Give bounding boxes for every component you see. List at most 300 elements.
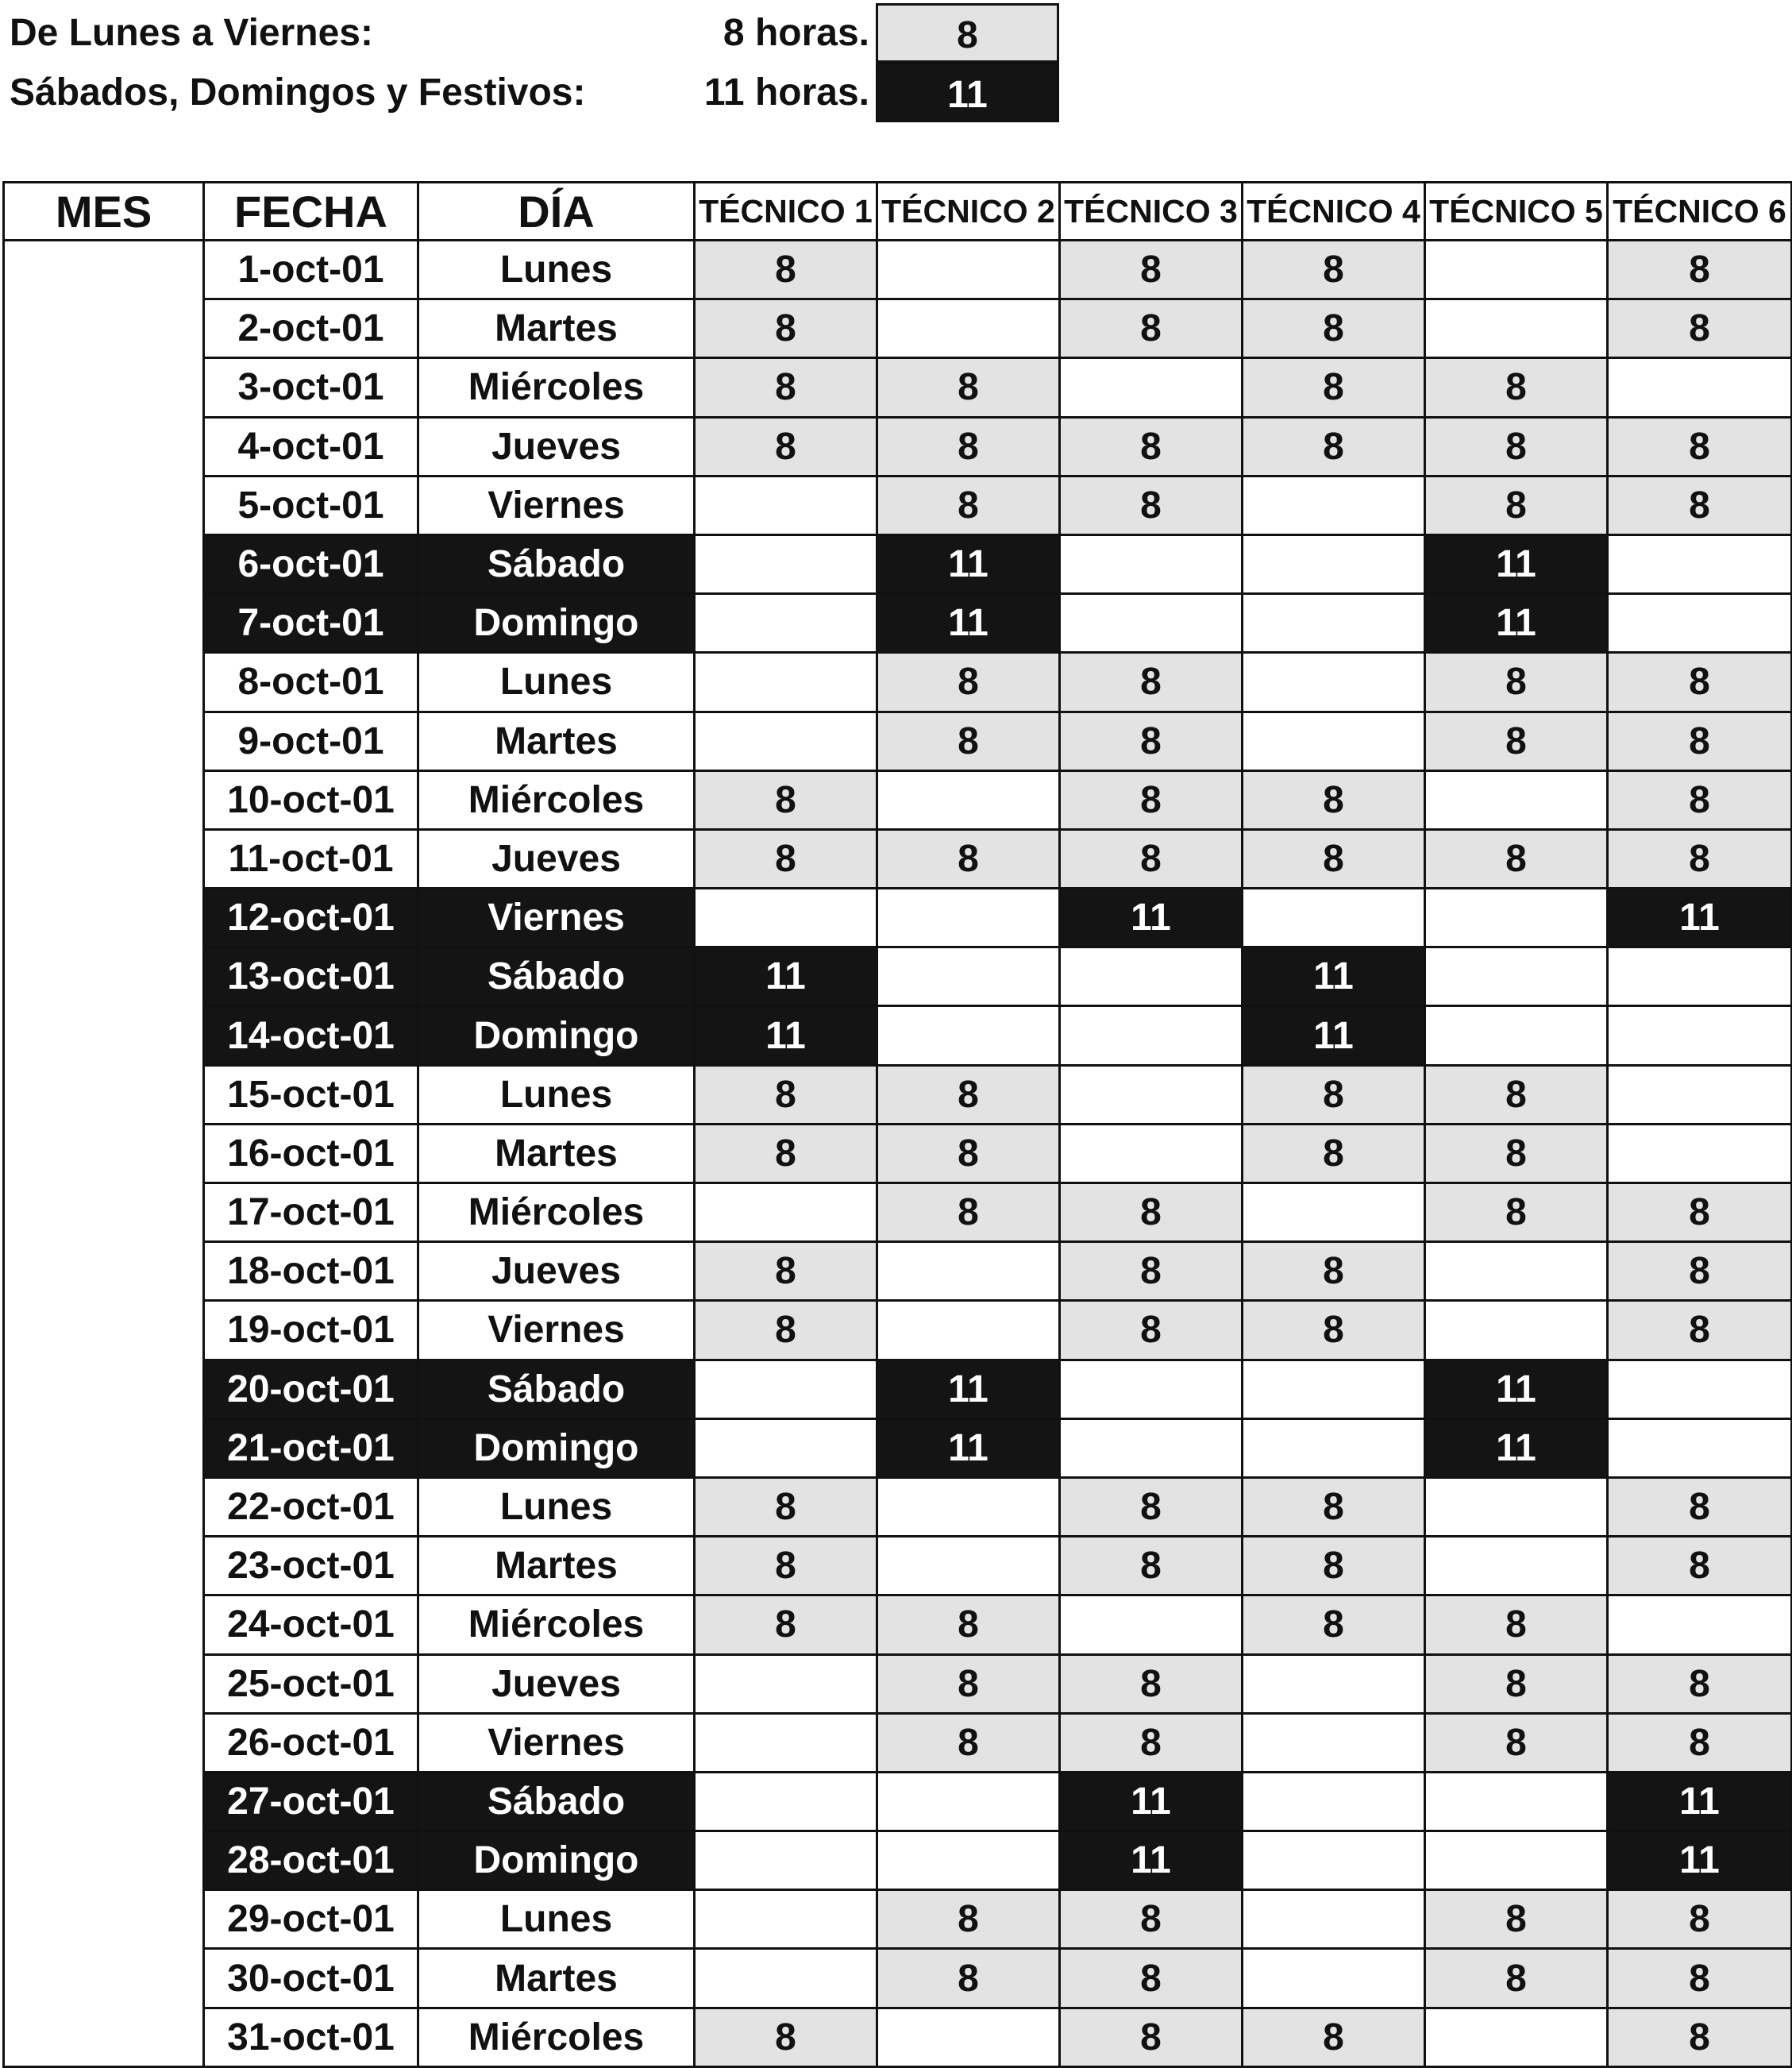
table-row bbox=[4, 653, 1792, 712]
hours-cell-tecnico-2: 11 bbox=[877, 594, 1060, 653]
hours-cell-tecnico-5 bbox=[1425, 1772, 1608, 1831]
hours-cell-tecnico-1 bbox=[695, 1183, 877, 1242]
hours-cell-tecnico-3: 8 bbox=[1060, 417, 1243, 476]
day-cell: Domingo bbox=[418, 1831, 695, 1890]
header-mes: MES bbox=[4, 183, 204, 241]
hours-cell-tecnico-2: 8 bbox=[877, 829, 1060, 888]
hours-cell-tecnico-6 bbox=[1608, 358, 1792, 417]
hours-cell-tecnico-1 bbox=[695, 1831, 877, 1890]
date-cell: 2-oct-01 bbox=[204, 299, 418, 358]
hours-cell-tecnico-5: 11 bbox=[1425, 594, 1608, 653]
date-cell: 9-oct-01 bbox=[204, 712, 418, 770]
date-cell: 20-oct-01 bbox=[204, 1360, 418, 1418]
hours-cell-tecnico-4: 8 bbox=[1243, 358, 1425, 417]
date-cell: 5-oct-01 bbox=[204, 476, 418, 534]
day-cell: Sábado bbox=[418, 1360, 695, 1418]
hours-cell-tecnico-3: 8 bbox=[1060, 299, 1243, 358]
hours-cell-tecnico-2: 8 bbox=[877, 1949, 1060, 2008]
hours-cell-tecnico-3: 8 bbox=[1060, 1242, 1243, 1301]
hours-cell-tecnico-5: 11 bbox=[1425, 1418, 1608, 1477]
hours-cell-tecnico-3: 8 bbox=[1060, 1949, 1243, 2008]
hours-cell-tecnico-4 bbox=[1243, 1772, 1425, 1831]
hours-cell-tecnico-6: 11 bbox=[1608, 1772, 1792, 1831]
table-row bbox=[4, 1183, 1792, 1242]
hours-cell-tecnico-3: 11 bbox=[1060, 889, 1243, 947]
hours-cell-tecnico-3 bbox=[1060, 534, 1243, 593]
day-cell: Lunes bbox=[418, 241, 695, 299]
date-cell: 4-oct-01 bbox=[204, 417, 418, 476]
hours-cell-tecnico-2: 8 bbox=[877, 1595, 1060, 1654]
header-tecnico-3: TÉCNICO 3 bbox=[1060, 183, 1243, 241]
hours-cell-tecnico-5: 8 bbox=[1425, 829, 1608, 888]
hours-cell-tecnico-3: 8 bbox=[1060, 829, 1243, 888]
hours-cell-tecnico-1: 11 bbox=[695, 947, 877, 1006]
hours-cell-tecnico-3 bbox=[1060, 947, 1243, 1006]
hours-cell-tecnico-4: 8 bbox=[1243, 1242, 1425, 1301]
hours-cell-tecnico-4: 11 bbox=[1243, 1006, 1425, 1065]
hours-cell-tecnico-2: 8 bbox=[877, 1183, 1060, 1242]
day-cell: Martes bbox=[418, 712, 695, 770]
date-cell: 7-oct-01 bbox=[204, 594, 418, 653]
hours-cell-tecnico-5: 8 bbox=[1425, 1949, 1608, 2008]
hours-cell-tecnico-1 bbox=[695, 1418, 877, 1477]
hours-cell-tecnico-4: 8 bbox=[1243, 2008, 1425, 2066]
date-cell: 10-oct-01 bbox=[204, 770, 418, 829]
month-cell bbox=[4, 241, 204, 2067]
hours-cell-tecnico-4 bbox=[1243, 1183, 1425, 1242]
legend-weekday-swatch: 8 bbox=[876, 3, 1059, 63]
date-cell: 21-oct-01 bbox=[204, 1418, 418, 1477]
table-row bbox=[4, 947, 1792, 1006]
day-cell: Miércoles bbox=[418, 1183, 695, 1242]
hours-cell-tecnico-4: 8 bbox=[1243, 299, 1425, 358]
schedule-body bbox=[4, 241, 1792, 2067]
hours-cell-tecnico-1 bbox=[695, 653, 877, 712]
hours-cell-tecnico-2 bbox=[877, 1831, 1060, 1890]
hours-cell-tecnico-6: 8 bbox=[1608, 829, 1792, 888]
hours-cell-tecnico-4: 8 bbox=[1243, 1537, 1425, 1595]
table-row bbox=[4, 889, 1792, 947]
hours-cell-tecnico-1: 8 bbox=[695, 358, 877, 417]
hours-cell-tecnico-3 bbox=[1060, 1124, 1243, 1183]
day-cell: Miércoles bbox=[418, 358, 695, 417]
date-cell: 29-oct-01 bbox=[204, 1890, 418, 1949]
hours-cell-tecnico-5 bbox=[1425, 1242, 1608, 1301]
table-row bbox=[4, 1949, 1792, 2008]
hours-cell-tecnico-2 bbox=[877, 1477, 1060, 1536]
table-row bbox=[4, 1772, 1792, 1831]
hours-cell-tecnico-6: 8 bbox=[1608, 770, 1792, 829]
hours-cell-tecnico-6 bbox=[1608, 947, 1792, 1006]
table-row bbox=[4, 1418, 1792, 1477]
day-cell: Lunes bbox=[418, 1890, 695, 1949]
hours-cell-tecnico-4: 8 bbox=[1243, 829, 1425, 888]
date-cell: 6-oct-01 bbox=[204, 534, 418, 593]
date-cell: 25-oct-01 bbox=[204, 1654, 418, 1713]
table-row bbox=[4, 1537, 1792, 1595]
legend-weekend-hours: 11 horas. bbox=[703, 71, 869, 114]
hours-cell-tecnico-5 bbox=[1425, 1831, 1608, 1890]
table-row bbox=[4, 594, 1792, 653]
hours-cell-tecnico-4: 8 bbox=[1243, 1301, 1425, 1360]
hours-cell-tecnico-2: 8 bbox=[877, 712, 1060, 770]
table-row bbox=[4, 1595, 1792, 1654]
hours-cell-tecnico-4 bbox=[1243, 1831, 1425, 1890]
hours-cell-tecnico-5: 8 bbox=[1425, 417, 1608, 476]
hours-cell-tecnico-5 bbox=[1425, 947, 1608, 1006]
hours-cell-tecnico-2 bbox=[877, 1772, 1060, 1831]
hours-cell-tecnico-4 bbox=[1243, 594, 1425, 653]
hours-cell-tecnico-4 bbox=[1243, 1418, 1425, 1477]
date-cell: 30-oct-01 bbox=[204, 1949, 418, 2008]
date-cell: 13-oct-01 bbox=[204, 947, 418, 1006]
hours-cell-tecnico-4: 8 bbox=[1243, 1065, 1425, 1124]
hours-cell-tecnico-1 bbox=[695, 476, 877, 534]
day-cell: Viernes bbox=[418, 476, 695, 534]
hours-cell-tecnico-4 bbox=[1243, 1949, 1425, 2008]
header-tecnico-5: TÉCNICO 5 bbox=[1425, 183, 1608, 241]
hours-cell-tecnico-4: 8 bbox=[1243, 1595, 1425, 1654]
hours-cell-tecnico-5: 8 bbox=[1425, 712, 1608, 770]
hours-cell-tecnico-3: 8 bbox=[1060, 1537, 1243, 1595]
hours-cell-tecnico-5: 8 bbox=[1425, 358, 1608, 417]
hours-cell-tecnico-1 bbox=[695, 1772, 877, 1831]
hours-cell-tecnico-1: 11 bbox=[695, 1006, 877, 1065]
hours-cell-tecnico-3: 8 bbox=[1060, 476, 1243, 534]
hours-cell-tecnico-5 bbox=[1425, 299, 1608, 358]
hours-cell-tecnico-1 bbox=[695, 889, 877, 947]
table-row bbox=[4, 476, 1792, 534]
header-tecnico-4: TÉCNICO 4 bbox=[1243, 183, 1425, 241]
legend-weekend-swatch: 11 bbox=[876, 63, 1059, 122]
date-cell: 28-oct-01 bbox=[204, 1831, 418, 1890]
table-row bbox=[4, 1890, 1792, 1949]
date-cell: 26-oct-01 bbox=[204, 1713, 418, 1772]
hours-cell-tecnico-3: 8 bbox=[1060, 1654, 1243, 1713]
day-cell: Sábado bbox=[418, 1772, 695, 1831]
day-cell: Domingo bbox=[418, 1006, 695, 1065]
table-row bbox=[4, 534, 1792, 593]
hours-cell-tecnico-4 bbox=[1243, 476, 1425, 534]
day-cell: Miércoles bbox=[418, 1595, 695, 1654]
day-cell: Domingo bbox=[418, 594, 695, 653]
hours-cell-tecnico-5: 8 bbox=[1425, 476, 1608, 534]
hours-cell-tecnico-1: 8 bbox=[695, 2008, 877, 2066]
hours-cell-tecnico-1 bbox=[695, 1713, 877, 1772]
day-cell: Viernes bbox=[418, 889, 695, 947]
hours-cell-tecnico-6 bbox=[1608, 1065, 1792, 1124]
hours-cell-tecnico-1 bbox=[695, 594, 877, 653]
hours-cell-tecnico-6: 8 bbox=[1608, 1477, 1792, 1536]
hours-cell-tecnico-6: 8 bbox=[1608, 476, 1792, 534]
header-fecha: FECHA bbox=[204, 183, 418, 241]
hours-cell-tecnico-6 bbox=[1608, 1595, 1792, 1654]
hours-cell-tecnico-5 bbox=[1425, 2008, 1608, 2066]
hours-cell-tecnico-4 bbox=[1243, 1890, 1425, 1949]
hours-cell-tecnico-1: 8 bbox=[695, 1537, 877, 1595]
hours-cell-tecnico-6: 8 bbox=[1608, 1890, 1792, 1949]
hours-cell-tecnico-5 bbox=[1425, 1006, 1608, 1065]
hours-cell-tecnico-1: 8 bbox=[695, 1477, 877, 1536]
hours-cell-tecnico-6 bbox=[1608, 1124, 1792, 1183]
table-row bbox=[4, 1065, 1792, 1124]
date-cell: 22-oct-01 bbox=[204, 1477, 418, 1536]
hours-cell-tecnico-2 bbox=[877, 2008, 1060, 2066]
schedule-table bbox=[2, 181, 1792, 2068]
hours-cell-tecnico-6: 8 bbox=[1608, 1654, 1792, 1713]
hours-cell-tecnico-3 bbox=[1060, 594, 1243, 653]
day-cell: Lunes bbox=[418, 1065, 695, 1124]
table-row bbox=[4, 417, 1792, 476]
hours-cell-tecnico-4 bbox=[1243, 889, 1425, 947]
table-row bbox=[4, 1713, 1792, 1772]
hours-cell-tecnico-2: 11 bbox=[877, 1360, 1060, 1418]
hours-cell-tecnico-1: 8 bbox=[695, 829, 877, 888]
hours-cell-tecnico-4 bbox=[1243, 1360, 1425, 1418]
table-row bbox=[4, 1006, 1792, 1065]
legend-weekday-hours: 8 horas. bbox=[723, 12, 869, 54]
date-cell: 11-oct-01 bbox=[204, 829, 418, 888]
hours-cell-tecnico-3: 8 bbox=[1060, 2008, 1243, 2066]
hours-cell-tecnico-4 bbox=[1243, 653, 1425, 712]
hours-cell-tecnico-2: 8 bbox=[877, 1713, 1060, 1772]
date-cell: 23-oct-01 bbox=[204, 1537, 418, 1595]
hours-cell-tecnico-1: 8 bbox=[695, 417, 877, 476]
table-row bbox=[4, 1831, 1792, 1890]
hours-cell-tecnico-1 bbox=[695, 1890, 877, 1949]
day-cell: Martes bbox=[418, 299, 695, 358]
hours-cell-tecnico-2 bbox=[877, 770, 1060, 829]
day-cell: Viernes bbox=[418, 1713, 695, 1772]
hours-cell-tecnico-6: 8 bbox=[1608, 1713, 1792, 1772]
hours-cell-tecnico-1: 8 bbox=[695, 1242, 877, 1301]
hours-cell-tecnico-5: 8 bbox=[1425, 1065, 1608, 1124]
hours-cell-tecnico-6: 11 bbox=[1608, 1831, 1792, 1890]
date-cell: 15-oct-01 bbox=[204, 1065, 418, 1124]
hours-cell-tecnico-6: 8 bbox=[1608, 1301, 1792, 1360]
hours-cell-tecnico-2 bbox=[877, 1006, 1060, 1065]
date-cell: 18-oct-01 bbox=[204, 1242, 418, 1301]
hours-cell-tecnico-2 bbox=[877, 241, 1060, 299]
hours-cell-tecnico-1: 8 bbox=[695, 1124, 877, 1183]
day-cell: Martes bbox=[418, 1537, 695, 1595]
hours-cell-tecnico-3: 11 bbox=[1060, 1831, 1243, 1890]
hours-cell-tecnico-4: 8 bbox=[1243, 241, 1425, 299]
hours-cell-tecnico-3: 8 bbox=[1060, 1713, 1243, 1772]
hours-cell-tecnico-6: 8 bbox=[1608, 1242, 1792, 1301]
table-row bbox=[4, 770, 1792, 829]
day-cell: Viernes bbox=[418, 1301, 695, 1360]
hours-cell-tecnico-3 bbox=[1060, 1065, 1243, 1124]
hours-cell-tecnico-1: 8 bbox=[695, 299, 877, 358]
hours-cell-tecnico-3: 8 bbox=[1060, 1183, 1243, 1242]
hours-cell-tecnico-6 bbox=[1608, 594, 1792, 653]
hours-cell-tecnico-6 bbox=[1608, 1006, 1792, 1065]
legend-weekday-label: De Lunes a Viernes: bbox=[10, 12, 373, 54]
date-cell: 27-oct-01 bbox=[204, 1772, 418, 1831]
hours-cell-tecnico-6: 8 bbox=[1608, 299, 1792, 358]
header-tecnico-1: TÉCNICO 1 bbox=[695, 183, 877, 241]
hours-cell-tecnico-6 bbox=[1608, 1418, 1792, 1477]
table-row bbox=[4, 358, 1792, 417]
hours-cell-tecnico-2 bbox=[877, 299, 1060, 358]
date-cell: 24-oct-01 bbox=[204, 1595, 418, 1654]
hours-cell-tecnico-4 bbox=[1243, 534, 1425, 593]
hours-cell-tecnico-4 bbox=[1243, 712, 1425, 770]
hours-cell-tecnico-6: 8 bbox=[1608, 1949, 1792, 2008]
hours-cell-tecnico-2: 11 bbox=[877, 534, 1060, 593]
day-cell: Domingo bbox=[418, 1418, 695, 1477]
date-cell: 19-oct-01 bbox=[204, 1301, 418, 1360]
hours-cell-tecnico-5: 8 bbox=[1425, 1654, 1608, 1713]
hours-cell-tecnico-5 bbox=[1425, 241, 1608, 299]
table-row bbox=[4, 829, 1792, 888]
hours-cell-tecnico-5: 11 bbox=[1425, 1360, 1608, 1418]
date-cell: 3-oct-01 bbox=[204, 358, 418, 417]
hours-cell-tecnico-4: 8 bbox=[1243, 770, 1425, 829]
day-cell: Miércoles bbox=[418, 2008, 695, 2066]
hours-cell-tecnico-3: 8 bbox=[1060, 241, 1243, 299]
hours-cell-tecnico-5: 8 bbox=[1425, 1890, 1608, 1949]
table-row bbox=[4, 2008, 1792, 2066]
hours-cell-tecnico-2 bbox=[877, 1242, 1060, 1301]
hours-cell-tecnico-1: 8 bbox=[695, 241, 877, 299]
date-cell: 8-oct-01 bbox=[204, 653, 418, 712]
hours-cell-tecnico-5: 8 bbox=[1425, 653, 1608, 712]
hours-cell-tecnico-1: 8 bbox=[695, 1301, 877, 1360]
date-cell: 31-oct-01 bbox=[204, 2008, 418, 2066]
hours-cell-tecnico-2: 8 bbox=[877, 1065, 1060, 1124]
day-cell: Jueves bbox=[418, 417, 695, 476]
hours-cell-tecnico-6: 8 bbox=[1608, 1537, 1792, 1595]
hours-cell-tecnico-3: 8 bbox=[1060, 653, 1243, 712]
hours-cell-tecnico-6: 8 bbox=[1608, 417, 1792, 476]
hours-cell-tecnico-2: 8 bbox=[877, 358, 1060, 417]
hours-cell-tecnico-5: 8 bbox=[1425, 1183, 1608, 1242]
hours-cell-tecnico-4: 8 bbox=[1243, 1477, 1425, 1536]
day-cell: Jueves bbox=[418, 1654, 695, 1713]
day-cell: Lunes bbox=[418, 653, 695, 712]
hours-cell-tecnico-2: 8 bbox=[877, 653, 1060, 712]
hours-cell-tecnico-6 bbox=[1608, 1360, 1792, 1418]
table-row bbox=[4, 1242, 1792, 1301]
day-cell: Jueves bbox=[418, 829, 695, 888]
hours-cell-tecnico-3: 8 bbox=[1060, 1890, 1243, 1949]
hours-cell-tecnico-3 bbox=[1060, 1360, 1243, 1418]
table-row bbox=[4, 299, 1792, 358]
hours-cell-tecnico-6: 11 bbox=[1608, 889, 1792, 947]
hours-cell-tecnico-3 bbox=[1060, 358, 1243, 417]
hours-cell-tecnico-6: 8 bbox=[1608, 653, 1792, 712]
hours-cell-tecnico-1 bbox=[695, 1949, 877, 2008]
header-tecnico-6: TÉCNICO 6 bbox=[1608, 183, 1792, 241]
hours-cell-tecnico-5: 11 bbox=[1425, 534, 1608, 593]
date-cell: 16-oct-01 bbox=[204, 1124, 418, 1183]
day-cell: Jueves bbox=[418, 1242, 695, 1301]
hours-cell-tecnico-2: 8 bbox=[877, 1654, 1060, 1713]
hours-cell-tecnico-4 bbox=[1243, 1654, 1425, 1713]
hours-cell-tecnico-1: 8 bbox=[695, 770, 877, 829]
hours-cell-tecnico-2: 8 bbox=[877, 417, 1060, 476]
hours-cell-tecnico-2 bbox=[877, 1537, 1060, 1595]
hours-cell-tecnico-2 bbox=[877, 947, 1060, 1006]
hours-cell-tecnico-3: 8 bbox=[1060, 1301, 1243, 1360]
hours-cell-tecnico-5: 8 bbox=[1425, 1595, 1608, 1654]
hours-cell-tecnico-3: 8 bbox=[1060, 770, 1243, 829]
header-tecnico-2: TÉCNICO 2 bbox=[877, 183, 1060, 241]
hours-cell-tecnico-2: 11 bbox=[877, 1418, 1060, 1477]
table-row bbox=[4, 712, 1792, 770]
hours-cell-tecnico-6 bbox=[1608, 534, 1792, 593]
hours-cell-tecnico-3 bbox=[1060, 1595, 1243, 1654]
hours-cell-tecnico-3 bbox=[1060, 1006, 1243, 1065]
day-cell: Sábado bbox=[418, 947, 695, 1006]
legend-weekend bbox=[0, 63, 1064, 122]
hours-cell-tecnico-6: 8 bbox=[1608, 1183, 1792, 1242]
hours-cell-tecnico-4: 8 bbox=[1243, 417, 1425, 476]
table-row bbox=[4, 1124, 1792, 1183]
hours-cell-tecnico-2: 8 bbox=[877, 1124, 1060, 1183]
hours-cell-tecnico-1 bbox=[695, 534, 877, 593]
hours-cell-tecnico-3: 11 bbox=[1060, 1772, 1243, 1831]
table-row bbox=[4, 1654, 1792, 1713]
hours-cell-tecnico-4: 8 bbox=[1243, 1124, 1425, 1183]
day-cell: Martes bbox=[418, 1949, 695, 2008]
legend-weekday bbox=[0, 3, 1064, 63]
hours-cell-tecnico-3: 8 bbox=[1060, 1477, 1243, 1536]
day-cell: Sábado bbox=[418, 534, 695, 593]
hours-cell-tecnico-5 bbox=[1425, 1477, 1608, 1536]
header-dia: DÍA bbox=[418, 183, 695, 241]
hours-cell-tecnico-1 bbox=[695, 1654, 877, 1713]
hours-cell-tecnico-1 bbox=[695, 712, 877, 770]
header-row bbox=[4, 183, 1792, 241]
date-cell: 17-oct-01 bbox=[204, 1183, 418, 1242]
hours-cell-tecnico-1 bbox=[695, 1360, 877, 1418]
hours-cell-tecnico-5 bbox=[1425, 770, 1608, 829]
hours-cell-tecnico-4: 11 bbox=[1243, 947, 1425, 1006]
hours-cell-tecnico-1: 8 bbox=[695, 1065, 877, 1124]
date-cell: 12-oct-01 bbox=[204, 889, 418, 947]
table-row bbox=[4, 1477, 1792, 1536]
day-cell: Miércoles bbox=[418, 770, 695, 829]
day-cell: Martes bbox=[418, 1124, 695, 1183]
table-row bbox=[4, 1360, 1792, 1418]
hours-cell-tecnico-6: 8 bbox=[1608, 241, 1792, 299]
hours-cell-tecnico-5 bbox=[1425, 1301, 1608, 1360]
hours-cell-tecnico-5: 8 bbox=[1425, 1713, 1608, 1772]
hours-cell-tecnico-5: 8 bbox=[1425, 1124, 1608, 1183]
hours-cell-tecnico-2: 8 bbox=[877, 476, 1060, 534]
legend-weekend-label: Sábados, Domingos y Festivos: bbox=[10, 71, 586, 114]
hours-cell-tecnico-3: 8 bbox=[1060, 712, 1243, 770]
table-row bbox=[4, 1301, 1792, 1360]
day-cell: Lunes bbox=[418, 1477, 695, 1536]
hours-cell-tecnico-3 bbox=[1060, 1418, 1243, 1477]
date-cell: 1-oct-01 bbox=[204, 241, 418, 299]
hours-cell-tecnico-5 bbox=[1425, 889, 1608, 947]
hours-cell-tecnico-6: 8 bbox=[1608, 712, 1792, 770]
hours-cell-tecnico-2 bbox=[877, 1301, 1060, 1360]
hours-cell-tecnico-4 bbox=[1243, 1713, 1425, 1772]
hours-cell-tecnico-2: 8 bbox=[877, 1890, 1060, 1949]
date-cell: 14-oct-01 bbox=[204, 1006, 418, 1065]
hours-cell-tecnico-5 bbox=[1425, 1537, 1608, 1595]
hours-cell-tecnico-6: 8 bbox=[1608, 2008, 1792, 2066]
hours-cell-tecnico-1: 8 bbox=[695, 1595, 877, 1654]
hours-cell-tecnico-2 bbox=[877, 889, 1060, 947]
table-row bbox=[4, 241, 1792, 299]
